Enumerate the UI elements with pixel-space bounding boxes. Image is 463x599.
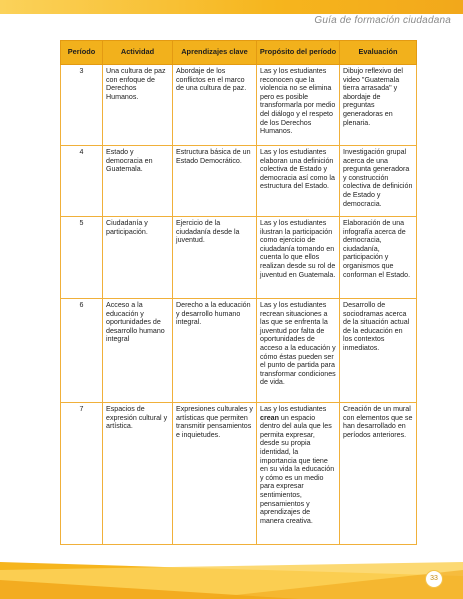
cell-proposito: Las y los estudiantes elaboran una definición colectiva de Estado y democracia así como la estructura del Estado. — [257, 146, 340, 217]
cell-aprendizajes: Derecho a la educación y desarrollo humano integral. — [173, 299, 257, 403]
cell-evaluacion: Investigación grupal acerca de una pregunta generadora y construcción colectiva de definición de Estado y democracia. — [340, 146, 417, 217]
cell-actividad: Ciudadanía y participación. — [103, 217, 173, 299]
footer-decoration — [0, 540, 463, 599]
proposito-text-end: un espacio dentro del aula que les permita expresar, desde su propia identidad, la importancia que tiene en su vida la educación y cómo es un medio para expresar sentimientos, pensamientos y aprendizajes de manera creativa. — [260, 413, 335, 525]
cell-evaluacion: Desarrollo de sociodramas acerca de la situación actual de la educación en los contextos inmediatos. — [340, 299, 417, 403]
cell-aprendizajes: Ejercicio de la ciudadanía desde la juventud. — [173, 217, 257, 299]
cell-periodo: 7 — [61, 403, 103, 545]
activities-table — [60, 40, 417, 545]
table-row — [61, 146, 417, 217]
col-header-actividad: Actividad — [103, 41, 173, 65]
col-header-evaluacion: Evaluación — [340, 41, 417, 65]
cell-aprendizajes: Estructura básica de un Estado Democrático. — [173, 146, 257, 217]
cell-actividad: Estado y democracia en Guatemala. — [103, 146, 173, 217]
table-row — [61, 403, 417, 545]
table-row — [61, 217, 417, 299]
header-title: Guía de formación ciudadana — [314, 15, 451, 26]
cell-proposito: Las y los estudiantes reconocen que la violencia no se elimina pero es posible transformarla por medio del diálogo y el respeto de los Derechos Humanos. — [257, 65, 340, 146]
cell-periodo: 4 — [61, 146, 103, 217]
cell-proposito — [257, 403, 340, 545]
cell-actividad: Acceso a la educación y oportunidades de desarrollo humano integral — [103, 299, 173, 403]
cell-aprendizajes: Abordaje de los conflictos en el marco de una cultura de paz. — [173, 65, 257, 146]
cell-periodo: 5 — [61, 217, 103, 299]
cell-evaluacion: Dibujo reflexivo del video "Guatemala tierra arrasada" y abordaje de preguntas generadoras en plenaria. — [340, 65, 417, 146]
table-header-row — [61, 41, 417, 65]
proposito-text-start: Las y los estudiantes — [260, 405, 327, 413]
col-header-aprendizajes: Aprendizajes clave — [173, 41, 257, 65]
cell-actividad: Espacios de expresión cultural y artística. — [103, 403, 173, 545]
proposito-bold-word: crean — [260, 413, 279, 422]
cell-evaluacion: Elaboración de una infografía acerca de democracia, ciudadanía, participación y organismos que conforman el Estado. — [340, 217, 417, 299]
table-row — [61, 65, 417, 146]
table-row — [61, 299, 417, 403]
cell-periodo: 6 — [61, 299, 103, 403]
col-header-proposito: Propósito del período — [257, 41, 340, 65]
cell-aprendizajes: Expresiones culturales y artísticas que permiten transmitir pensamientos e inquietudes. — [173, 403, 257, 545]
cell-actividad: Una cultura de paz con enfoque de Derechos Humanos. — [103, 65, 173, 146]
cell-evaluacion: Creación de un mural con elementos que se han desarrollado en períodos anteriores. — [340, 403, 417, 545]
page-number: 33 — [425, 570, 443, 588]
cell-periodo: 3 — [61, 65, 103, 146]
cell-proposito: Las y los estudiantes recrean situaciones a las que se enfrenta la juventud por falta de oportunidades de acceso a la educación y cómo éstas pueden ser el punto de partida para transformar condiciones de vida. — [257, 299, 340, 403]
col-header-periodo: Período — [61, 41, 103, 65]
header-band — [0, 0, 463, 14]
cell-proposito: Las y los estudiantes ilustran la participación como ejercicio de ciudadanía tomando en cuenta lo que ellos realizan desde su rol de juventud en Guatemala. — [257, 217, 340, 299]
